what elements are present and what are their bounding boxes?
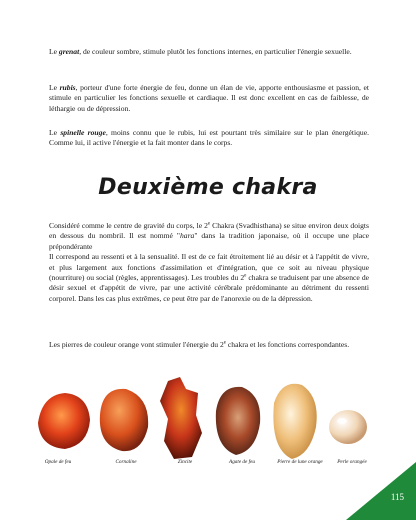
paragraph-orange-stones [49, 340, 369, 350]
paragraph-lead: Le [49, 47, 59, 56]
paragraph-grenat-text: , de couleur sombre, stimule plutôt les fonctions internes, en particulier l'énergie sexuelle. [79, 47, 352, 56]
paragraph-spinelle-text: , moins connu que le rubis, lui est pourtant très similaire sur le plan énergétique. Comme lui, il active l'énergie et la fait monter dans le corps. [49, 128, 369, 148]
stone-label-pierre-de-lune: Pierre de lune orange [277, 459, 323, 465]
term-grenat: grenat [58, 47, 80, 56]
paragraph-lead: Le [49, 83, 60, 92]
paragraph-rubis [49, 83, 369, 114]
agate-de-feu-stone [216, 387, 260, 455]
section-heading: Deuxième chakra [98, 175, 318, 200]
orange-text-2: chakra et les fonctions correspondantes. [226, 340, 350, 349]
intro-text-1: Considéré comme le centre de gravité du corps, le 2 [49, 221, 208, 230]
body-text-1: Il correspond au ressenti et à la sensualité. Il est de ce fait étroitement lié au désir et à l'appétit de vivre, et plus largement aux fonctions d'assimilation et d'intégration, que ce soit au niveau physique (nourriture) ou social (règles, apprentissages). Les troubles du 2 [49, 252, 369, 283]
stone-label-perle: Perle orangée [337, 459, 367, 465]
paragraph-lead: Le [49, 128, 61, 137]
stone-label-agate: Agate de feu [229, 459, 255, 465]
intro-text-3: " dans la tradition japonaise, où il occupe une place prépondérante [49, 231, 370, 251]
cornaline-stone [100, 389, 148, 451]
term-hara: hara [179, 231, 195, 241]
perle-orangee-stone [329, 410, 367, 444]
paragraph-chakra-intro [49, 221, 369, 304]
ordinal-sup: e [223, 340, 227, 346]
zincite-stone [160, 377, 202, 459]
stone-label-zincite: Zincite [177, 459, 193, 465]
body-text-2: chakra se traduisent par une absence de désir sexuel et d'appétit de vivre, par une activité cérébrale prédominante au détriment du ressenti corporel. Dans les cas plus extrêmes, ce peut être par de l'anorexie ou de la dépression. [49, 273, 369, 303]
stone-label-cornaline: Cornaline [115, 459, 137, 465]
stone-label-opale: Opale de feu [44, 459, 72, 465]
ordinal-sup: e [244, 273, 247, 279]
pierre-de-lune-stone [273, 384, 316, 459]
ordinal-sup: e [207, 221, 211, 227]
intro-text-2: Chakra (Svadhisthana) se situe environ deux doigts en dessous du nombril. Il est nommé " [49, 221, 369, 241]
opale-de-feu-stone [38, 393, 90, 449]
paragraph-rubis-text: , porteur d'une forte énergie de feu, donne un élan de vie, apporte enthousiasme et passion, et stimule en particulier les fonctions sexuelle et cardiaque. Il est donc excellent en cas de faiblesse, de léthargie ou de dépression. [49, 83, 369, 113]
stones-illustration [30, 375, 380, 470]
term-spinelle: spinelle rouge [60, 128, 106, 137]
page-corner-triangle [346, 462, 416, 520]
pearl-highlight [337, 418, 347, 424]
paragraph-spinelle [49, 128, 369, 149]
orange-text-1: Les pierres de couleur orange vont stimuler l'énergie du 2 [49, 340, 224, 349]
paragraph-grenat [49, 47, 369, 57]
term-rubis: rubis [59, 83, 76, 92]
page-number: 115 [390, 492, 404, 502]
